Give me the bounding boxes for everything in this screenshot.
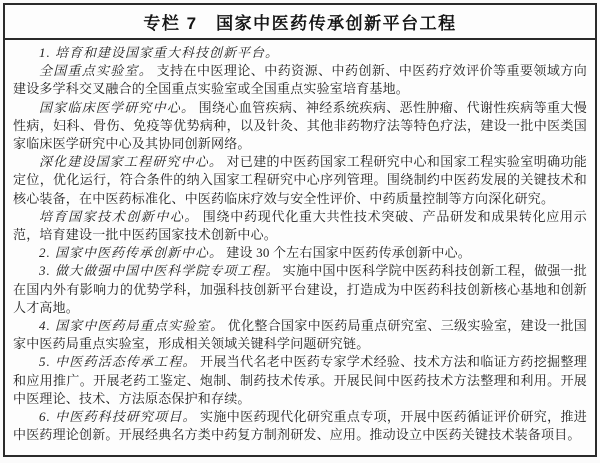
panel-title: 专栏 7 国家中医药传承创新平台工程 — [143, 14, 457, 33]
paragraph-clinical-research-centers — [13, 99, 587, 154]
paragraph-lead: 5. 中医药活态传承工程。 — [39, 354, 197, 370]
paragraph-lead: 国家临床医学研究中心。 — [39, 99, 196, 115]
paragraph-text: 优化整合国家中医药局重点研究室、三级实验室，建设一批国家中医药局重点实验室，形成相关领域关键科学问题研究链。 — [13, 318, 587, 352]
paragraph-tech-innovation-centers — [13, 208, 587, 244]
paragraph-lead: 培育国家技术创新中心。 — [39, 208, 199, 224]
panel-header — [5, 5, 595, 40]
paragraph-item-4 — [13, 317, 587, 353]
paragraph-text: 实施中医药现代化研究重点专项，开展中医药循证评价研究，推进中医药理论创新。开展经典名方类中药复方制剂研发、应用。推动设立中医药关键技术装备项目。 — [13, 409, 587, 443]
paragraph-state-key-labs — [13, 62, 587, 98]
panel-body — [5, 40, 595, 455]
paragraph-lead: 6. 中医药科技研究项目。 — [39, 409, 197, 425]
paragraph-item-5 — [13, 353, 587, 408]
paragraph-item-1 — [13, 44, 587, 62]
paragraph-text: 开展当代名老中医药专家学术经验、技术方法和临证方药挖掘整理和应用推广。开展老药工鉴定、炮制、制药技术传承。开展民间中医药技术方法整理和利用。开展中医理论、技术、方法原态保护和存续。 — [13, 354, 587, 406]
paragraph-engineering-research-centers — [13, 153, 587, 208]
paragraph-lead: 1. 培育和建设国家重大科技创新平台。 — [39, 45, 280, 60]
paragraph-text: 实施中国中医科学院中医药科技创新工程，做强一批在国内外有影响力的优势学科，加强科技创新平台建设，打造成为中医药科技创新核心基地和创新人才高地。 — [13, 263, 587, 315]
paragraph-lead: 深化建设国家工程研究中心。 — [39, 154, 224, 170]
paragraph-lead: 2. 国家中医药传承创新中心。 — [39, 245, 224, 261]
paragraph-text: 支持在中医理论、中药资源、中药创新、中医药疗效评价等重要领域方向建设多学科交叉融合的全国重点实验室或全国重点实验室培育基地。 — [13, 63, 587, 97]
column-panel — [3, 3, 597, 457]
paragraph-item-3 — [13, 262, 587, 317]
paragraph-item-6 — [13, 408, 587, 444]
paragraph-item-2 — [13, 244, 587, 262]
paragraph-text: 建设 30 个左右国家中医药传承创新中心。 — [226, 245, 471, 261]
paragraph-text: 围绕中药现代化重大共性技术突破、产品研发和成果转化应用示范，培育建设一批中医药国家技术创新中心。 — [13, 208, 587, 243]
paragraph-lead: 全国重点实验室。 — [39, 63, 154, 79]
paragraph-lead: 4. 国家中医药局重点实验室。 — [39, 318, 225, 334]
paragraph-text: 对已建的中医药国家工程研究中心和国家工程实验室明确功能定位，优化运行，符合条件的纳入国家工程研究中心序列管理。围绕制约中医药发展的关键技术和核心装备，在中医药标准化、中医药临床疗效与安全性评价、中药质量控制等方向深化研究。 — [13, 154, 587, 206]
paragraph-lead: 3. 做大做强中国中医科学院专项工程。 — [39, 263, 280, 279]
paragraph-text: 围绕心血管疾病、神经系统疾病、恶性肿瘤、代谢性疾病等重大慢性病，妇科、骨伤、免疫等优势病种，以及针灸、其他非药物疗法等特色疗法，建设一批中医类国家临床医学研究中心及其协同创新网络。 — [13, 99, 587, 152]
